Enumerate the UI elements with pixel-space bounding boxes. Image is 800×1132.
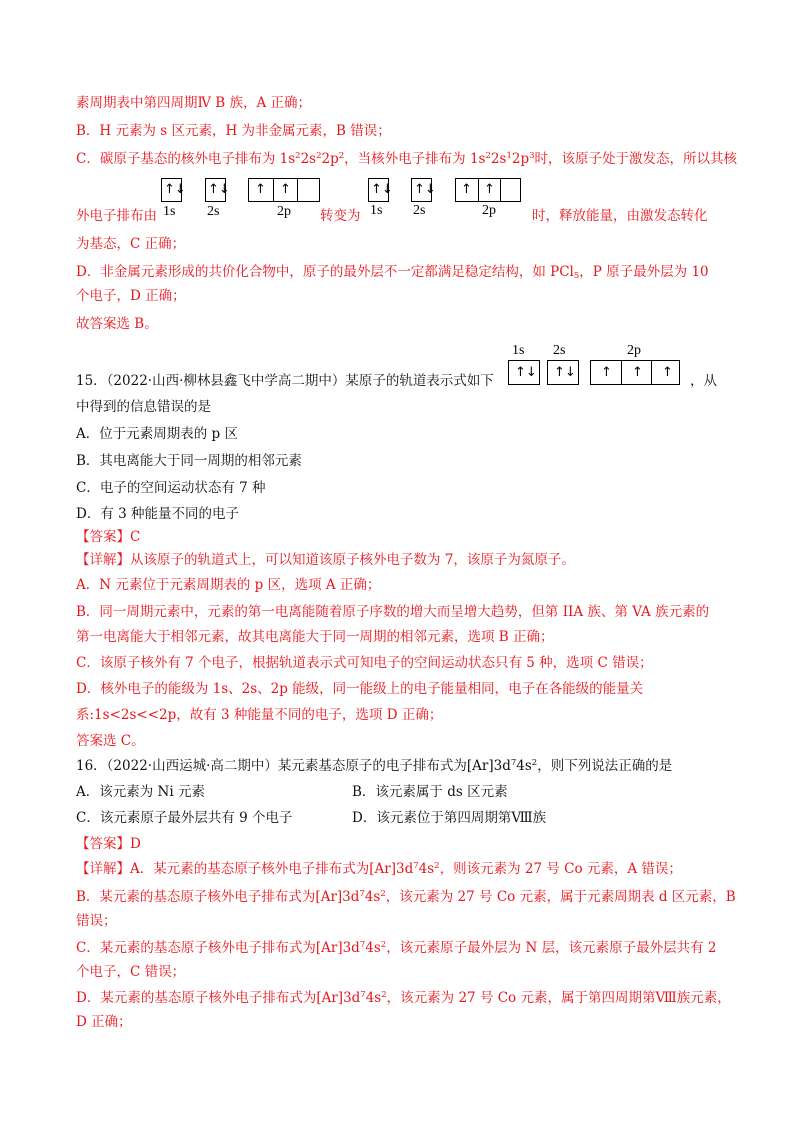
text-span: 【详解】A．某元素的基态原子核外电子排布式为	[76, 861, 370, 877]
text-span: 4s	[364, 889, 381, 905]
orbital-cell	[500, 179, 522, 201]
orbital-box-2p	[590, 360, 680, 385]
text-line: D．核外电子的能级为 1s、2s、2p 能级，同一能级上的电子能量相同，电子在各能级的能量关	[76, 681, 644, 697]
text-line: 错误；	[76, 913, 117, 929]
orbital-box-1s	[368, 178, 393, 202]
answer-16: 【答案】D	[76, 836, 141, 852]
text-span: ，则下列说法正确的是	[537, 758, 673, 774]
orbital-label: 2p	[277, 204, 291, 219]
superscript: 2	[485, 151, 491, 161]
superscript: 2	[380, 940, 387, 950]
text-span: D．某元素的基态原子核外电子排布式为	[76, 990, 317, 1006]
option-a: A．该元素为 Ni 元素	[76, 784, 205, 800]
text-span: [Ar]3d	[369, 861, 414, 877]
option-d: D．该元素位于第四周期第Ⅷ族	[352, 810, 547, 826]
arrow-up: ↑	[484, 182, 495, 197]
superscript: 2	[434, 861, 440, 871]
orbital-label: 2s	[413, 203, 426, 218]
text-line: 系:1s<2s<<2p，故有 3 种能量不同的电子，选项 D 正确；	[76, 707, 443, 723]
option-c: C．该元素原子最外层共有 9 个电子	[76, 810, 293, 826]
orbital-box-2s	[547, 360, 579, 385]
text-span: 2p	[321, 151, 339, 167]
text-span: ，P 原子最外层为 10	[579, 264, 709, 280]
option-b: B．该元素属于 ds 区元素	[352, 784, 508, 800]
text-line: 素周期表中第四周期Ⅳ B 族，A 正确；	[76, 95, 312, 111]
arrow-up: ↑	[662, 365, 673, 380]
arrow-pair: ↑↓	[208, 182, 230, 197]
text-line	[76, 988, 731, 1008]
orbital-label: 1s	[370, 203, 383, 218]
text-span: 外电子排布由	[76, 208, 157, 224]
text-line: 答案选 C。	[76, 733, 145, 749]
orbital-box-1s	[508, 360, 540, 385]
text-span: ，从	[690, 373, 717, 389]
arrow-up: ↑	[601, 365, 612, 380]
text-span: 15．（2022·山西·柳林县鑫飞中学高二期中）某原子的轨道表示式如下	[76, 373, 494, 389]
text-span: D．非金属元素形成的共价化合物中，原子的最外层不一定都满足稳定结构，如 PCl	[76, 264, 574, 280]
orbital-box-2p	[248, 178, 320, 202]
arrow-up: ↑	[255, 182, 266, 197]
arrow-pair: ↑↓	[164, 182, 186, 197]
question-15-stem	[76, 371, 494, 391]
option-c: C．电子的空间运动状态有 7 种	[76, 480, 266, 496]
orbital-box-2s	[205, 178, 230, 202]
superscript: 2	[381, 990, 387, 1000]
orbital-box-1s	[161, 178, 186, 202]
option-d: D．有 3 种能量不同的电子	[76, 506, 239, 522]
text-span: 16．（2022·山西运城·高二期中）某元素基态原子的电子排布式为[Ar]3d	[76, 758, 511, 774]
text-line: 【详解】从该原子的轨道式上，可以知道该原子核外电子数为 7，该原子为氮原子。	[76, 552, 575, 568]
orbital-box-2s	[411, 178, 436, 202]
text-span: ，则该元素为 27 号 Co 元素，A 错误；	[439, 861, 682, 877]
text-span: [Ar]3d	[316, 990, 361, 1006]
text-span: 4s	[365, 940, 381, 956]
text-line	[76, 938, 716, 958]
text-line: D 正确；	[76, 1014, 132, 1030]
option-a: A．位于元素周期表的 p 区	[76, 426, 238, 442]
text-line: B．同一周期元素中，元素的第一电离能随着原子序数的增大而呈增大趋势，但第 IIA 族、第 VA 族元素的	[76, 604, 710, 620]
text-span: C．碳原子基态的核外电子排布为 1s	[76, 151, 296, 167]
text-span: ，该元素为 27 号 Co 元素，属于第四周期第Ⅷ族元素，	[386, 990, 731, 1006]
text-line: 个电子，D 正确；	[76, 288, 186, 304]
arrow-up: ↑	[632, 365, 643, 380]
text-line	[76, 262, 709, 282]
text-line: 为基态，C 正确；	[76, 236, 186, 252]
arrow-up: ↑	[280, 182, 291, 197]
orbital-label: 1s	[163, 204, 176, 219]
text-span: 时，该原子处于激发态，所以其核	[534, 151, 738, 167]
superscript: 7	[360, 990, 366, 1000]
orbital-cell	[249, 179, 273, 201]
text-line: 中得到的信息错误的是	[76, 399, 211, 415]
arrow-pair: ↑↓	[371, 182, 393, 197]
superscript: 2	[531, 758, 538, 768]
arrow-pair: ↑↓	[554, 365, 576, 380]
text-span: [Ar]3d	[315, 889, 360, 905]
superscript: 2	[338, 151, 345, 161]
superscript: 1	[506, 151, 512, 161]
text-line: 第一电离能大于相邻元素，故其电离能大于同一周期的相邻元素，选项 B 正确；	[76, 629, 554, 645]
orbital-label: 2p	[627, 343, 641, 358]
text-line: 个电子，C 错误；	[76, 964, 186, 980]
question-16-stem	[76, 756, 672, 776]
text-line	[76, 149, 737, 169]
text-span: 4s	[516, 758, 532, 774]
orbital-cell	[591, 361, 621, 384]
superscript: 2	[380, 889, 386, 899]
text-span: [Ar]3d	[315, 940, 360, 956]
orbital-cell	[651, 361, 681, 384]
text-span: B．某元素的基态原子核外电子排布式为	[76, 889, 316, 905]
orbital-box-2p	[455, 178, 521, 202]
orbital-label: 2s	[207, 204, 220, 219]
orbital-label: 1s	[512, 343, 525, 358]
orbital-label: 2s	[553, 343, 566, 358]
orbital-cell	[273, 179, 297, 201]
orbital-label: 2p	[482, 203, 496, 218]
text-span: 2s	[490, 151, 507, 167]
superscript: 7	[413, 861, 419, 871]
text-span: ，当核外电子排布为 1s	[344, 151, 486, 167]
text-span: ，该元素原子最外层为 N 层，该元素原子最外层共有 2	[386, 940, 717, 956]
text-span: 4s	[365, 990, 382, 1006]
option-b: B．其电离能大于同一周期的相邻元素	[76, 453, 302, 469]
superscript: 7	[359, 940, 366, 950]
text-line	[76, 887, 736, 907]
answer-15: 【答案】C	[76, 529, 141, 545]
arrow-pair: ↑↓	[414, 182, 436, 197]
text-span: ，该元素为 27 号 Co 元素，属于元素周期表 d 区元素，B	[385, 889, 736, 905]
orbital-cell	[621, 361, 651, 384]
text-line: 故答案选 B。	[76, 316, 158, 332]
text-span: C．某元素的基态原子核外电子排布式为	[76, 940, 316, 956]
superscript: 3	[529, 151, 535, 161]
text-line: C．该原子核外有 7 个电子，根据轨道表示式可知电子的空间运动状态只有 5 种，选项 C 错误；	[76, 655, 653, 671]
arrow-pair: ↑↓	[515, 365, 537, 380]
text-span: 转变为	[320, 208, 361, 224]
text-line	[76, 859, 682, 879]
superscript: 2	[295, 151, 301, 161]
orbital-cell	[478, 179, 500, 201]
arrow-up: ↑	[461, 182, 472, 197]
orbital-cell	[297, 179, 321, 201]
text-span: 4s	[418, 861, 435, 877]
superscript: 7	[510, 758, 517, 768]
subscript: 5	[573, 271, 580, 281]
text-span: 时，释放能量，由激发态转化	[532, 208, 708, 224]
superscript: 7	[359, 889, 365, 899]
orbital-cell	[456, 179, 478, 201]
text-span: 2s	[300, 151, 317, 167]
text-line: B．H 元素为 s 区元素，H 为非金属元素，B 错误；	[76, 123, 391, 139]
text-span: 2p	[511, 151, 530, 167]
superscript: 2	[316, 151, 322, 161]
text-line: A．N 元素位于元素周期表的 p 区，选项 A 正确；	[76, 577, 381, 593]
text-line	[76, 206, 157, 226]
